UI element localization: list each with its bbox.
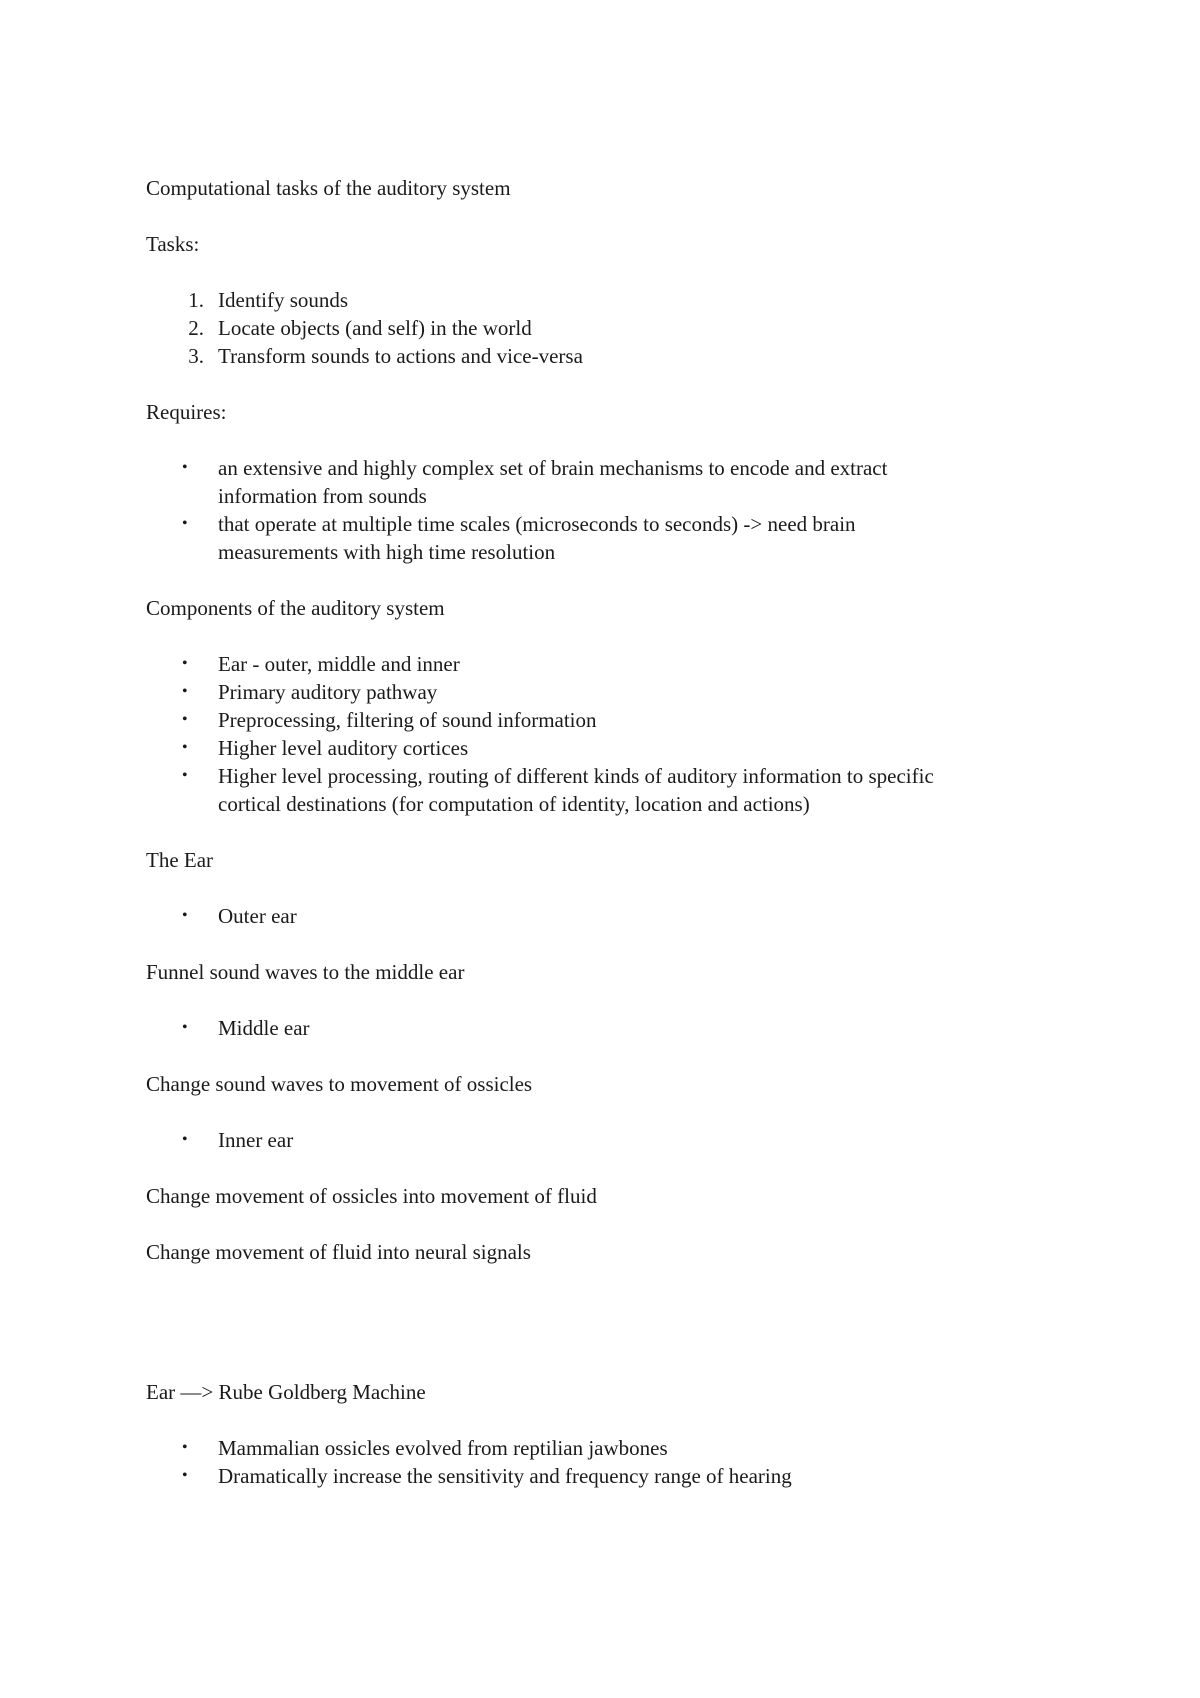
list-item-text-line2: cortical destinations (for computation of identity, location and actions)	[218, 792, 810, 816]
list-item	[146, 342, 1066, 370]
list-item-text-line1: that operate at multiple time scales (microseconds to seconds) -> need brain	[218, 512, 856, 536]
list-item-text: Primary auditory pathway	[218, 680, 438, 704]
document-page	[146, 174, 1066, 1518]
bullet-icon: •	[182, 907, 188, 924]
list-item	[146, 286, 1066, 314]
list-number: 1.	[188, 288, 204, 312]
list-item	[146, 650, 1066, 678]
tasks-label: Tasks:	[146, 232, 200, 256]
bullet-icon: •	[182, 655, 188, 672]
list-item-text: Higher level auditory cortices	[218, 736, 469, 760]
list-item	[146, 1014, 1066, 1042]
list-item	[146, 1462, 1066, 1490]
bullet-icon: •	[182, 1467, 188, 1484]
bullet-icon: •	[182, 459, 188, 476]
list-item	[146, 706, 1066, 734]
list-item-text: Inner ear	[218, 1128, 294, 1152]
list-number: 3.	[188, 344, 204, 368]
section-title-rube-goldberg: Ear —> Rube Goldberg Machine	[146, 1380, 426, 1404]
list-item-text-line1: an extensive and highly complex set of brain mechanisms to encode and extract	[218, 456, 888, 480]
section-title-components: Components of the auditory system	[146, 596, 445, 620]
bullet-icon: •	[182, 1019, 188, 1036]
bullet-icon: •	[182, 767, 188, 784]
section-title-the-ear: The Ear	[146, 848, 214, 872]
list-item-text: Dramatically increase the sensitivity and frequency range of hearing	[218, 1464, 792, 1488]
bullet-icon: •	[182, 1131, 188, 1148]
inner-ear-list	[146, 1126, 1066, 1154]
list-item	[146, 902, 1066, 930]
bullet-icon: •	[182, 683, 188, 700]
inner-ear-description-1: Change movement of ossicles into movement of fluid	[146, 1184, 597, 1208]
outer-ear-description: Funnel sound waves to the middle ear	[146, 960, 465, 984]
list-item	[146, 314, 1066, 342]
requires-label: Requires:	[146, 400, 227, 424]
components-list	[146, 650, 1066, 818]
list-item	[146, 1434, 1066, 1462]
list-item-text: Middle ear	[218, 1016, 310, 1040]
list-item-text: Ear - outer, middle and inner	[218, 652, 460, 676]
inner-ear-description-2: Change movement of fluid into neural signals	[146, 1240, 531, 1264]
section-title-computational-tasks: Computational tasks of the auditory system	[146, 176, 511, 200]
list-item	[146, 678, 1066, 706]
bullet-icon: •	[182, 711, 188, 728]
bullet-icon: •	[182, 1439, 188, 1456]
requires-list	[146, 454, 1066, 566]
list-item-text: Mammalian ossicles evolved from reptilian jawbones	[218, 1436, 668, 1460]
middle-ear-description: Change sound waves to movement of ossicles	[146, 1072, 533, 1096]
outer-ear-list	[146, 902, 1066, 930]
list-item-text: Locate objects (and self) in the world	[218, 316, 532, 340]
tasks-list	[146, 286, 1066, 370]
list-item	[146, 454, 1066, 510]
list-number: 2.	[188, 316, 204, 340]
list-item-text: Outer ear	[218, 904, 297, 928]
list-item-text: Identify sounds	[218, 288, 349, 312]
list-item	[146, 762, 1066, 818]
blank-space	[146, 1294, 1066, 1378]
list-item	[146, 510, 1066, 566]
list-item-text-line2: measurements with high time resolution	[218, 540, 556, 564]
middle-ear-list	[146, 1014, 1066, 1042]
list-item-text-line1: Higher level processing, routing of different kinds of auditory information to specific	[218, 764, 934, 788]
list-item-text: Transform sounds to actions and vice-versa	[218, 344, 583, 368]
bullet-icon: •	[182, 739, 188, 756]
rube-goldberg-list	[146, 1434, 1066, 1490]
list-item-text: Preprocessing, filtering of sound information	[218, 708, 597, 732]
list-item-text-line2: information from sounds	[218, 484, 427, 508]
list-item	[146, 734, 1066, 762]
list-item	[146, 1126, 1066, 1154]
bullet-icon: •	[182, 515, 188, 532]
